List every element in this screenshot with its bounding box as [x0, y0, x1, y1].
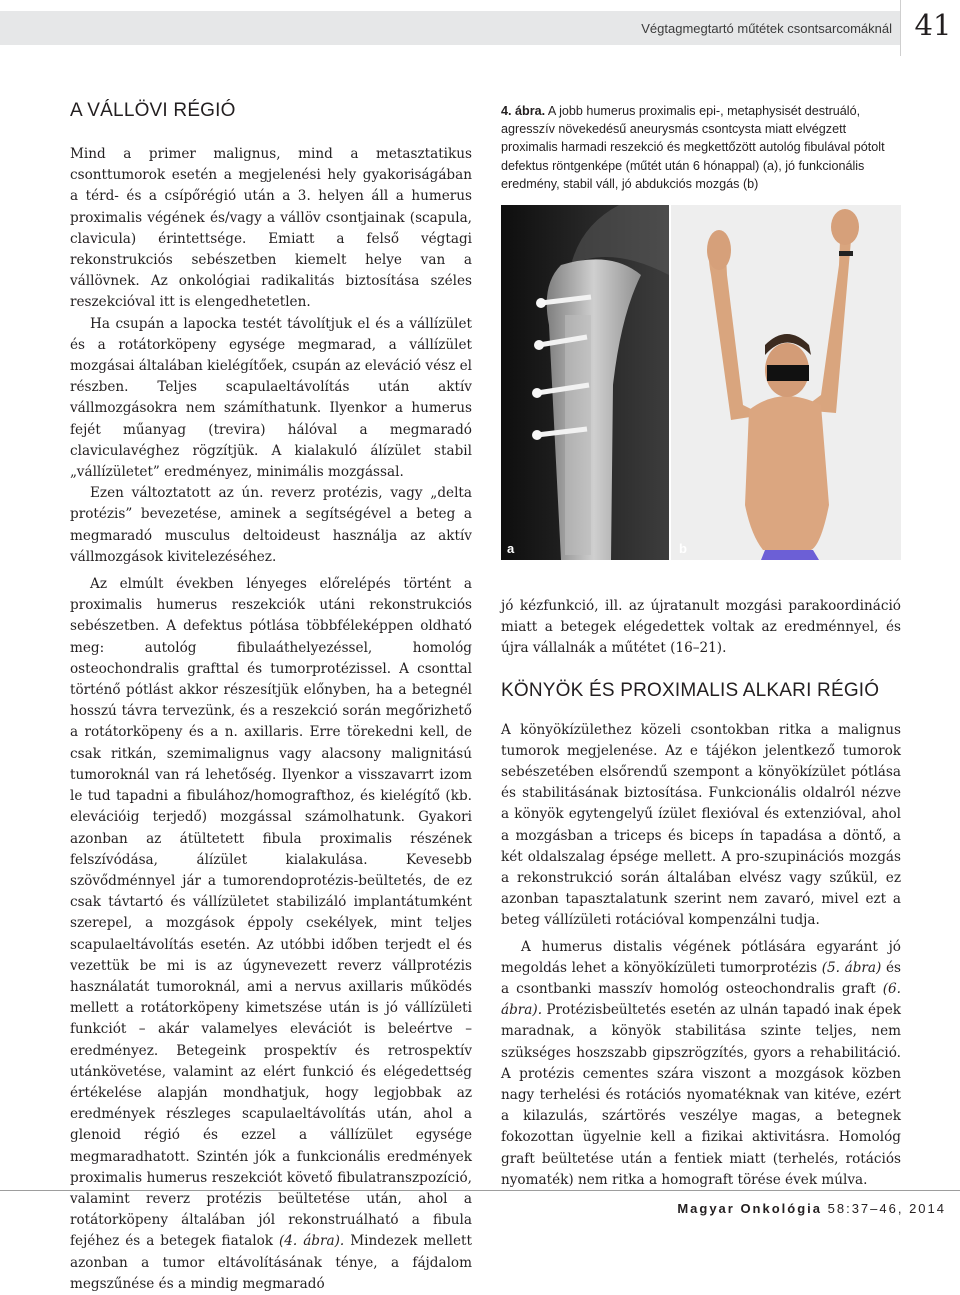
header-divider: [900, 0, 901, 56]
panel-label-b: b: [679, 541, 687, 556]
footer-divider: [0, 1190, 960, 1191]
figure-label: 4. ábra.: [501, 104, 546, 118]
paragraph: Ha csupán a lapocka testét távolítjuk el és a vállízület és a rotátorköpeny egysége megmarad, a vállízület mozgásai általában kielégítőek, csupán az eleváció vész el részben. Teljes scapulaeltávolítás után aktív vállmozgásokra nem számíthatunk. Ilyenkor a humerus fejét műanyag (trevira) hálóval a megmaradó claviculavéghez rögzítjük. A kialakuló álízület stabil „vállízületet” eredményez, minimális mozgással.: [70, 315, 472, 481]
section-heading-shoulder: A VÁLLÖVI RÉGIÓ: [70, 100, 236, 121]
xray-illustration: [501, 205, 669, 560]
paragraph-text: A humerus distalis végének pótlására egyaránt jó megoldás lehet a könyökízületi tumorprotézis: [501, 938, 901, 976]
figure-patient-photo: [671, 205, 901, 560]
paragraph: jó kézfunkció, ill. az újratanult mozgási parakoordináció miatt a betegek elégedettek voltak az eredménnyel, és újra vállalnák a műtétet (16–21).: [501, 598, 901, 657]
figure-caption: [501, 102, 901, 193]
figure-caption-text: A jobb humerus proximalis epi-, metaphysisét destruáló, agresszív növekedésű aneurysmás csontcysta miatt elvégzett proximalis harmadi reszekció és megkettőzött autológ fibulával pótolt defektus röntgenképe (műtét után 6 hónappal) (a), jó funkcionális eredmény, stabil váll, jó abdukciós mozgás (b): [501, 104, 885, 191]
paragraph: Ezen változtatott az ún. reverz protézis, vagy „delta protézis” bevezetése, aminek a segítségével a beteg a megmaradó musculus deltoideust használja az aktív vállmozgások kivitelezéséhez.: [70, 485, 472, 565]
figure-reference: (5. ábra): [821, 959, 882, 976]
left-column: [70, 100, 472, 1295]
paragraph-text: Mindezek mellett azonban a tumor eltávolításának ténye, a fájdalom megszűnése és a mindig megmaradó: [70, 1233, 472, 1292]
page-number: 41: [914, 8, 952, 42]
patient-illustration: [671, 205, 901, 560]
footer-citation: [677, 1201, 946, 1216]
figure-reference: (4. ábra).: [278, 1233, 345, 1250]
paragraph-text: és a csontbanki masszív homológ osteochondralis graft: [501, 959, 901, 998]
journal-name: Magyar Onkológia: [677, 1201, 823, 1216]
figure-reference: (6. ábra).: [501, 981, 901, 1019]
paragraph: Mind a primer malignus, mind a metasztatikus csonttumorok esetén a megjelenési hely gyakoriságában a térd- és a csípőrégió után a 3. helyen áll a humerus proximalis végének és/vagy a vállöv csontjainak (scapula, clavicula) érintettsége. Emiatt a felső végtagi rekonstrukciós sebészetben kiemelt helye van a vállövnek. Az onkológiai radikalitás biztosítása széles reszekcióval itt is elengedhetetlen.: [70, 146, 472, 311]
paragraph: [70, 574, 472, 1295]
running-title: Végtagmegtartó műtétek csontsarcomáknál: [641, 21, 892, 36]
paragraph: A könyökízülethez közeli csontokban ritka a malignus tumorok megjelenése. Az e tájékon jelentkező tumorok sebészetében elsőrendű szempont a könyökízület pótlása és stabilitásának biztosítása. Funkcionális oldalról nézve a könyök egytengelyű ízület flexióval és extenzióval, ahol a mozgásban a triceps és biceps ín tapadása a döntő, a két oldalszalag épsége mellett. A pro-szupinációs mozgás a rekonstrukció során általában elvész vagy szűkül, ez azonban tapasztalatunk szerint nem zavaró, mivel ezt a beteg vállízületi rotációval kompenzálni tudja.: [501, 721, 901, 929]
paragraph-text: Az elmúlt években lényeges előrelépés történt a proximalis humerus reszekciók utáni rekonstrukciós sebészetben. A defektus pótlása többféleképpen oldható meg: autológ fibulaáthelyezéssel, homológ osteochondralis grafttal és tumorprotézissel. A csonttal történő pótlást akkor részesítjük előnyben, ha a betegnél hosszú távra tervezünk, és a reszekció során megőrizhető a rotátorköpeny és a n. axillaris. Erre törekedni kell, de csak ritkán, szemimalignus vagy alacsony malignitású tumoroknál van rá lehetőség. Ilyenkor a visszavarrt izom le tud tapadni a fibulához/homografthoz, és kielégítő (kb. elevációig terjedő) mozgással számolhatunk. Gyakori azonban az átültetett fibula proximalis részének felszívódása, álízület kialakulása. Kevesebb szövődménnyel jár a tumorendoprotézis-beültetés, de ez csak távtartó és vállízületet stabilizáló implantátumként szerepel, a mozgások éppoly csekélyek, mint teljes scapulaeltávolítás esetén. Az utóbbi időben terjedt el és vezettük be mi is az úgynevezett reverz vállprotézis használatát tumoroknál, ami a nervus axillaris működés mellett a rotátorköpeny kimetszése után is jó vállízületi funkciót – akár valamelyes elevációt is beleértve – eredményez. Betegeink prospektív és retrospektív utánkövetése, valamint az elért funkció és elégedettség értékelése alapján mondhatjuk, hogy legjobbak az eredmények részleges scapulaeltávolítás után, ahol a glenoid régió és ezzel a vállízület egysége megmaradhatott. Szintén jók a funkcionális eredmények proximalis humerus reszekciót követő fibulatranszpozíció, valamint reverz protézis beültetése után, ahol a rotátorköpeny általában jól rekonstruálható a fibula fejéhez és a betegek fiatalok: [70, 576, 472, 1250]
volume-pages-year: 58:37–46, 2014: [822, 1201, 946, 1216]
panel-label-a: a: [507, 541, 515, 556]
paragraph: [501, 937, 901, 1191]
right-column: [501, 596, 901, 1191]
section-heading-elbow: KÖNYÖK ÉS PROXIMALIS ALKARI RÉGIÓ: [501, 679, 880, 701]
figure-xray-image: [501, 205, 669, 560]
paragraph-text: Protézisbeültetés esetén az ulnán tapadó inak épek maradnak, a könyök stabilitása szinte teljes, nem szükséges hoszszabb gipszrögzítés, gyors a rehabilitáció. A protézis cementes szára viszont a mozgások közben nagy terhelési és rotációs nyomatéknak van kitéve, ezért a kilazulás, szártörés veszélye magas, a betegnek fokozottan ügyelnie kell a fizikai aktivitásra. Homológ graft beültetése után a fentiek miatt (terhelés, rotációs nyomaték) nem ritka a homograft törése évek múlva.: [501, 1002, 902, 1188]
